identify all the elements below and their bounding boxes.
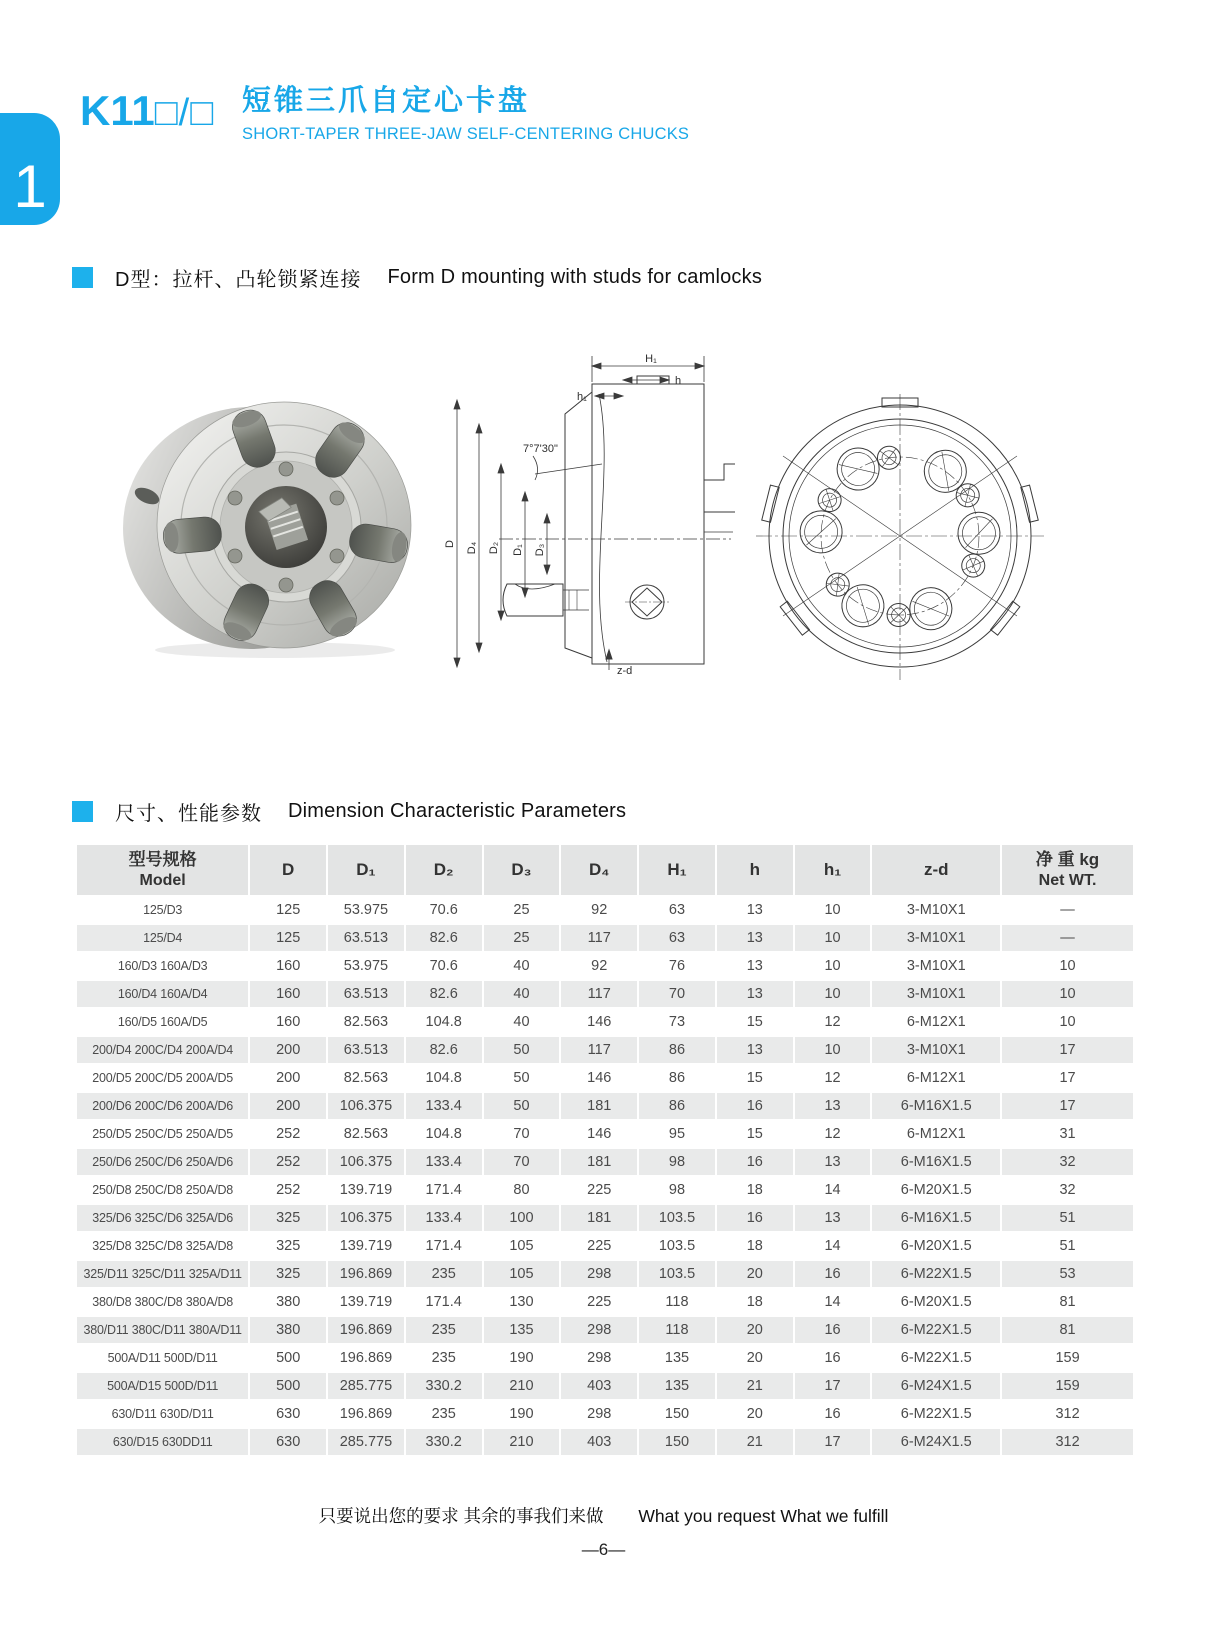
value-cell: 117 bbox=[561, 981, 637, 1007]
value-cell: 325 bbox=[250, 1205, 326, 1231]
section-bullet-icon bbox=[72, 267, 93, 288]
value-cell: 160 bbox=[250, 953, 326, 979]
value-cell: 18 bbox=[717, 1233, 793, 1259]
front-view-svg bbox=[750, 388, 1050, 684]
value-cell: 312 bbox=[1002, 1429, 1133, 1455]
value-cell: 105 bbox=[484, 1233, 560, 1259]
page-header bbox=[80, 87, 215, 134]
value-cell: 298 bbox=[561, 1317, 637, 1343]
table-row bbox=[77, 897, 1133, 923]
value-cell: 171.4 bbox=[406, 1177, 482, 1203]
value-cell: 103.5 bbox=[639, 1233, 715, 1259]
value-cell: 92 bbox=[561, 897, 637, 923]
value-cell: 50 bbox=[484, 1037, 560, 1063]
value-cell: 3-M10X1 bbox=[872, 925, 1000, 951]
value-cell: 53 bbox=[1002, 1261, 1133, 1287]
value-cell: 210 bbox=[484, 1373, 560, 1399]
value-cell: 10 bbox=[795, 953, 871, 979]
value-cell: 139.719 bbox=[328, 1289, 404, 1315]
value-cell: 13 bbox=[717, 981, 793, 1007]
value-cell: 95 bbox=[639, 1121, 715, 1147]
table-row bbox=[77, 1429, 1133, 1455]
model-cell: 160/D3 160A/D3 bbox=[77, 953, 248, 979]
page-number: —6— bbox=[581, 1540, 626, 1559]
spec-table-wrap bbox=[75, 843, 1135, 1457]
value-cell: 200 bbox=[250, 1065, 326, 1091]
value-cell: 6-M16X1.5 bbox=[872, 1149, 1000, 1175]
column-header: D₁ bbox=[328, 845, 404, 895]
model-cell: 630/D11 630D/D11 bbox=[77, 1401, 248, 1427]
value-cell: 235 bbox=[406, 1401, 482, 1427]
model-cell: 325/D8 325C/D8 325A/D8 bbox=[77, 1233, 248, 1259]
table-row bbox=[77, 1373, 1133, 1399]
value-cell: 160 bbox=[250, 1009, 326, 1035]
value-cell: 200 bbox=[250, 1037, 326, 1063]
footer-slogan bbox=[0, 1503, 1207, 1528]
table-row bbox=[77, 1261, 1133, 1287]
value-cell: 3-M10X1 bbox=[872, 953, 1000, 979]
value-cell: 13 bbox=[717, 925, 793, 951]
value-cell: 25 bbox=[484, 925, 560, 951]
value-cell: 70.6 bbox=[406, 897, 482, 923]
value-cell: 21 bbox=[717, 1373, 793, 1399]
footer-slogan-en: What you request What we fulfill bbox=[638, 1506, 889, 1526]
column-header: H₁ bbox=[639, 845, 715, 895]
value-cell: 10 bbox=[795, 925, 871, 951]
dim-H1-label: H₁ bbox=[645, 353, 657, 365]
model-cell: 200/D6 200C/D6 200A/D6 bbox=[77, 1093, 248, 1119]
value-cell: 63.513 bbox=[328, 981, 404, 1007]
value-cell: 139.719 bbox=[328, 1177, 404, 1203]
value-cell: 16 bbox=[717, 1093, 793, 1119]
value-cell: 82.563 bbox=[328, 1121, 404, 1147]
value-cell: 10 bbox=[795, 897, 871, 923]
value-cell: 63 bbox=[639, 925, 715, 951]
value-cell: 13 bbox=[795, 1149, 871, 1175]
table-row bbox=[77, 981, 1133, 1007]
value-cell: 118 bbox=[639, 1317, 715, 1343]
page-title-cn: 短锥三爪自定心卡盘 bbox=[242, 85, 531, 117]
value-cell: 117 bbox=[561, 1037, 637, 1063]
value-cell: 17 bbox=[1002, 1065, 1133, 1091]
value-cell: 146 bbox=[561, 1065, 637, 1091]
value-cell: 80 bbox=[484, 1177, 560, 1203]
column-header: z-d bbox=[872, 845, 1000, 895]
value-cell: 196.869 bbox=[328, 1401, 404, 1427]
value-cell: 135 bbox=[639, 1345, 715, 1371]
value-cell: 16 bbox=[795, 1345, 871, 1371]
value-cell: 25 bbox=[484, 897, 560, 923]
value-cell: 235 bbox=[406, 1317, 482, 1343]
model-cell: 500A/D15 500D/D11 bbox=[77, 1373, 248, 1399]
value-cell: 12 bbox=[795, 1121, 871, 1147]
dim-zd-label: z-d bbox=[617, 665, 633, 677]
value-cell: 51 bbox=[1002, 1205, 1133, 1231]
value-cell: 10 bbox=[1002, 981, 1133, 1007]
value-cell: 298 bbox=[561, 1345, 637, 1371]
value-cell: 31 bbox=[1002, 1121, 1133, 1147]
value-cell: 70 bbox=[484, 1121, 560, 1147]
value-cell: 6-M16X1.5 bbox=[872, 1205, 1000, 1231]
value-cell: 14 bbox=[795, 1289, 871, 1315]
cross-section-svg bbox=[437, 352, 735, 688]
value-cell: 104.8 bbox=[406, 1009, 482, 1035]
value-cell: 125 bbox=[250, 925, 326, 951]
value-cell: 3-M10X1 bbox=[872, 897, 1000, 923]
table-row bbox=[77, 1345, 1133, 1371]
value-cell: 15 bbox=[717, 1009, 793, 1035]
value-cell: 51 bbox=[1002, 1233, 1133, 1259]
value-cell: 181 bbox=[561, 1205, 637, 1231]
value-cell: 81 bbox=[1002, 1317, 1133, 1343]
value-cell: 135 bbox=[484, 1317, 560, 1343]
value-cell: 235 bbox=[406, 1261, 482, 1287]
page-title-en: SHORT-TAPER THREE-JAW SELF-CENTERING CHUCKS bbox=[242, 124, 690, 143]
table-row bbox=[77, 1065, 1133, 1091]
value-cell: 181 bbox=[561, 1149, 637, 1175]
value-cell: 403 bbox=[561, 1373, 637, 1399]
value-cell: 103.5 bbox=[639, 1261, 715, 1287]
section-bullet-icon bbox=[72, 801, 93, 822]
table-row bbox=[77, 925, 1133, 951]
dim-D4-label: D₄ bbox=[466, 541, 478, 555]
value-cell: 225 bbox=[561, 1233, 637, 1259]
value-cell: 15 bbox=[717, 1121, 793, 1147]
value-cell: 13 bbox=[717, 897, 793, 923]
value-cell: 159 bbox=[1002, 1373, 1133, 1399]
value-cell: 133.4 bbox=[406, 1149, 482, 1175]
column-header: 净 重 kg Net WT. bbox=[1002, 845, 1133, 895]
section-dimensions-title-cn: 尺寸、性能参数 bbox=[115, 803, 262, 825]
value-cell: 196.869 bbox=[328, 1261, 404, 1287]
value-cell: 16 bbox=[795, 1401, 871, 1427]
value-cell: 50 bbox=[484, 1065, 560, 1091]
section-form-d-title-cn: D型：拉杆、凸轮锁紧连接 bbox=[115, 269, 362, 291]
value-cell: 6-M12X1 bbox=[872, 1121, 1000, 1147]
value-cell: 18 bbox=[717, 1177, 793, 1203]
value-cell: 32 bbox=[1002, 1149, 1133, 1175]
value-cell: 6-M22X1.5 bbox=[872, 1261, 1000, 1287]
table-row bbox=[77, 1205, 1133, 1231]
dim-D3-label: D₃ bbox=[534, 543, 546, 557]
table-row bbox=[77, 1009, 1133, 1035]
table-row bbox=[77, 1037, 1133, 1063]
value-cell: 330.2 bbox=[406, 1373, 482, 1399]
cross-section-drawing bbox=[437, 352, 735, 688]
table-row bbox=[77, 1121, 1133, 1147]
value-cell: 630 bbox=[250, 1429, 326, 1455]
value-cell: 252 bbox=[250, 1149, 326, 1175]
header-row bbox=[77, 845, 1133, 895]
value-cell: 6-M16X1.5 bbox=[872, 1093, 1000, 1119]
value-cell: 50 bbox=[484, 1093, 560, 1119]
value-cell: 133.4 bbox=[406, 1205, 482, 1231]
value-cell: 500 bbox=[250, 1345, 326, 1371]
value-cell: 225 bbox=[561, 1289, 637, 1315]
front-view-drawing bbox=[750, 388, 1050, 684]
value-cell: 130 bbox=[484, 1289, 560, 1315]
value-cell: 86 bbox=[639, 1037, 715, 1063]
value-cell: 10 bbox=[1002, 1009, 1133, 1035]
value-cell: 17 bbox=[795, 1373, 871, 1399]
value-cell: 92 bbox=[561, 953, 637, 979]
value-cell: 118 bbox=[639, 1289, 715, 1315]
value-cell: 190 bbox=[484, 1401, 560, 1427]
value-cell: 139.719 bbox=[328, 1233, 404, 1259]
dim-h-label: h bbox=[675, 375, 682, 387]
value-cell: 3-M10X1 bbox=[872, 981, 1000, 1007]
column-header: D₄ bbox=[561, 845, 637, 895]
value-cell: 53.975 bbox=[328, 953, 404, 979]
value-cell: 160 bbox=[250, 981, 326, 1007]
model-cell: 380/D11 380C/D11 380A/D11 bbox=[77, 1317, 248, 1343]
model-cell: 125/D4 bbox=[77, 925, 248, 951]
value-cell: 285.775 bbox=[328, 1429, 404, 1455]
column-header: 型号规格 Model bbox=[77, 845, 248, 895]
value-cell: 82.6 bbox=[406, 1037, 482, 1063]
value-cell: 20 bbox=[717, 1345, 793, 1371]
section-dimensions bbox=[72, 797, 626, 826]
value-cell: 10 bbox=[1002, 953, 1133, 979]
model-cell: 630/D15 630DD11 bbox=[77, 1429, 248, 1455]
table-row bbox=[77, 1177, 1133, 1203]
model-cell: 325/D6 325C/D6 325A/D6 bbox=[77, 1205, 248, 1231]
value-cell: 146 bbox=[561, 1121, 637, 1147]
value-cell: 252 bbox=[250, 1177, 326, 1203]
value-cell: 6-M20X1.5 bbox=[872, 1289, 1000, 1315]
value-cell: 630 bbox=[250, 1401, 326, 1427]
table-row bbox=[77, 1149, 1133, 1175]
section-form-d bbox=[72, 263, 762, 292]
value-cell: 210 bbox=[484, 1429, 560, 1455]
angle-label: 7°7'30" bbox=[523, 443, 558, 455]
value-cell: 196.869 bbox=[328, 1317, 404, 1343]
value-cell: 298 bbox=[561, 1401, 637, 1427]
table-row bbox=[77, 1093, 1133, 1119]
model-cell: 160/D4 160A/D4 bbox=[77, 981, 248, 1007]
column-header: D₂ bbox=[406, 845, 482, 895]
value-cell: 285.775 bbox=[328, 1373, 404, 1399]
value-cell: 17 bbox=[1002, 1037, 1133, 1063]
value-cell: 125 bbox=[250, 897, 326, 923]
column-header: h bbox=[717, 845, 793, 895]
value-cell: 105 bbox=[484, 1261, 560, 1287]
model-cell: 500A/D11 500D/D11 bbox=[77, 1345, 248, 1371]
chapter-tab bbox=[0, 113, 60, 225]
value-cell: 98 bbox=[639, 1177, 715, 1203]
value-cell: 70.6 bbox=[406, 953, 482, 979]
value-cell: 298 bbox=[561, 1261, 637, 1287]
value-cell: 13 bbox=[795, 1093, 871, 1119]
value-cell: 6-M20X1.5 bbox=[872, 1233, 1000, 1259]
model-cell: 250/D5 250C/D5 250A/D5 bbox=[77, 1121, 248, 1147]
value-cell: 16 bbox=[717, 1205, 793, 1231]
value-cell: 73 bbox=[639, 1009, 715, 1035]
model-placeholder-boxes: □/□ bbox=[154, 92, 215, 134]
value-cell: 500 bbox=[250, 1373, 326, 1399]
value-cell: 98 bbox=[639, 1149, 715, 1175]
value-cell: 12 bbox=[795, 1009, 871, 1035]
value-cell: 6-M22X1.5 bbox=[872, 1317, 1000, 1343]
value-cell: — bbox=[1002, 897, 1133, 923]
value-cell: 146 bbox=[561, 1009, 637, 1035]
value-cell: 200 bbox=[250, 1093, 326, 1119]
value-cell: 13 bbox=[717, 953, 793, 979]
value-cell: 6-M24X1.5 bbox=[872, 1373, 1000, 1399]
value-cell: 6-M20X1.5 bbox=[872, 1177, 1000, 1203]
value-cell: 70 bbox=[484, 1149, 560, 1175]
dim-D2-label: D₂ bbox=[488, 541, 500, 555]
value-cell: 12 bbox=[795, 1065, 871, 1091]
value-cell: 225 bbox=[561, 1177, 637, 1203]
value-cell: 81 bbox=[1002, 1289, 1133, 1315]
value-cell: 82.6 bbox=[406, 981, 482, 1007]
value-cell: 117 bbox=[561, 925, 637, 951]
value-cell: 6-M12X1 bbox=[872, 1009, 1000, 1035]
spec-table bbox=[75, 843, 1135, 1457]
chapter-number: 1 bbox=[13, 153, 47, 220]
value-cell: 235 bbox=[406, 1345, 482, 1371]
value-cell: 63.513 bbox=[328, 1037, 404, 1063]
value-cell: 53.975 bbox=[328, 897, 404, 923]
value-cell: 104.8 bbox=[406, 1065, 482, 1091]
value-cell: 150 bbox=[639, 1401, 715, 1427]
value-cell: 10 bbox=[795, 1037, 871, 1063]
value-cell: 82.563 bbox=[328, 1065, 404, 1091]
chuck-photo bbox=[103, 396, 437, 664]
dim-D1-label: D₁ bbox=[512, 544, 524, 556]
value-cell: 181 bbox=[561, 1093, 637, 1119]
footer-slogan-cn: 只要说出您的要求 其余的事我们来做 bbox=[318, 1506, 604, 1526]
value-cell: 325 bbox=[250, 1233, 326, 1259]
value-cell: 106.375 bbox=[328, 1093, 404, 1119]
value-cell: 18 bbox=[717, 1289, 793, 1315]
value-cell: 380 bbox=[250, 1289, 326, 1315]
value-cell: 86 bbox=[639, 1093, 715, 1119]
dim-D-label: D bbox=[444, 540, 456, 548]
model-cell: 200/D4 200C/D4 200A/D4 bbox=[77, 1037, 248, 1063]
table-row bbox=[77, 1289, 1133, 1315]
value-cell: 16 bbox=[795, 1317, 871, 1343]
value-cell: 86 bbox=[639, 1065, 715, 1091]
value-cell: 100 bbox=[484, 1205, 560, 1231]
value-cell: 16 bbox=[717, 1149, 793, 1175]
value-cell: 14 bbox=[795, 1233, 871, 1259]
model-cell: 160/D5 160A/D5 bbox=[77, 1009, 248, 1035]
value-cell: 159 bbox=[1002, 1345, 1133, 1371]
value-cell: 103.5 bbox=[639, 1205, 715, 1231]
value-cell: 15 bbox=[717, 1065, 793, 1091]
value-cell: 325 bbox=[250, 1261, 326, 1287]
model-cell: 200/D5 200C/D5 200A/D5 bbox=[77, 1065, 248, 1091]
value-cell: 150 bbox=[639, 1429, 715, 1455]
column-header: h₁ bbox=[795, 845, 871, 895]
section-form-d-title-en: Form D mounting with studs for camlocks bbox=[387, 266, 763, 288]
value-cell: 82.563 bbox=[328, 1009, 404, 1035]
value-cell: 171.4 bbox=[406, 1289, 482, 1315]
table-row bbox=[77, 1233, 1133, 1259]
value-cell: 63.513 bbox=[328, 925, 404, 951]
value-cell: 13 bbox=[717, 1037, 793, 1063]
value-cell: 76 bbox=[639, 953, 715, 979]
chuck-photo-svg bbox=[103, 396, 437, 664]
value-cell: 312 bbox=[1002, 1401, 1133, 1427]
model-cell: 125/D3 bbox=[77, 897, 248, 923]
value-cell: 20 bbox=[717, 1401, 793, 1427]
model-cell: 250/D8 250C/D8 250A/D8 bbox=[77, 1177, 248, 1203]
value-cell: 133.4 bbox=[406, 1093, 482, 1119]
value-cell: 196.869 bbox=[328, 1345, 404, 1371]
value-cell: 6-M22X1.5 bbox=[872, 1345, 1000, 1371]
page-title-block bbox=[242, 86, 689, 144]
value-cell: 16 bbox=[795, 1261, 871, 1287]
value-cell: 104.8 bbox=[406, 1121, 482, 1147]
model-code-line bbox=[80, 87, 215, 134]
value-cell: 106.375 bbox=[328, 1149, 404, 1175]
value-cell: 70 bbox=[639, 981, 715, 1007]
value-cell: 40 bbox=[484, 1009, 560, 1035]
value-cell: 20 bbox=[717, 1261, 793, 1287]
value-cell: 330.2 bbox=[406, 1429, 482, 1455]
column-header: D bbox=[250, 845, 326, 895]
value-cell: 380 bbox=[250, 1317, 326, 1343]
value-cell: 13 bbox=[795, 1205, 871, 1231]
value-cell: 6-M24X1.5 bbox=[872, 1429, 1000, 1455]
value-cell: 6-M22X1.5 bbox=[872, 1401, 1000, 1427]
value-cell: 10 bbox=[795, 981, 871, 1007]
value-cell: 3-M10X1 bbox=[872, 1037, 1000, 1063]
value-cell: 40 bbox=[484, 953, 560, 979]
section-dimensions-title-en: Dimension Characteristic Parameters bbox=[288, 800, 627, 822]
model-cell: 325/D11 325C/D11 325A/D11 bbox=[77, 1261, 248, 1287]
column-header: D₃ bbox=[484, 845, 560, 895]
dim-h1-label: h₁ bbox=[577, 391, 587, 403]
value-cell: — bbox=[1002, 925, 1133, 951]
value-cell: 17 bbox=[795, 1429, 871, 1455]
model-cell: 380/D8 380C/D8 380A/D8 bbox=[77, 1289, 248, 1315]
table-row bbox=[77, 953, 1133, 979]
value-cell: 17 bbox=[1002, 1093, 1133, 1119]
value-cell: 106.375 bbox=[328, 1205, 404, 1231]
value-cell: 135 bbox=[639, 1373, 715, 1399]
value-cell: 40 bbox=[484, 981, 560, 1007]
value-cell: 21 bbox=[717, 1429, 793, 1455]
value-cell: 82.6 bbox=[406, 925, 482, 951]
value-cell: 32 bbox=[1002, 1177, 1133, 1203]
value-cell: 20 bbox=[717, 1317, 793, 1343]
value-cell: 6-M12X1 bbox=[872, 1065, 1000, 1091]
model-cell: 250/D6 250C/D6 250A/D6 bbox=[77, 1149, 248, 1175]
model-code: K11 bbox=[80, 87, 155, 134]
value-cell: 63 bbox=[639, 897, 715, 923]
value-cell: 171.4 bbox=[406, 1233, 482, 1259]
value-cell: 252 bbox=[250, 1121, 326, 1147]
value-cell: 14 bbox=[795, 1177, 871, 1203]
table-row bbox=[77, 1401, 1133, 1427]
table-row bbox=[77, 1317, 1133, 1343]
value-cell: 190 bbox=[484, 1345, 560, 1371]
value-cell: 403 bbox=[561, 1429, 637, 1455]
